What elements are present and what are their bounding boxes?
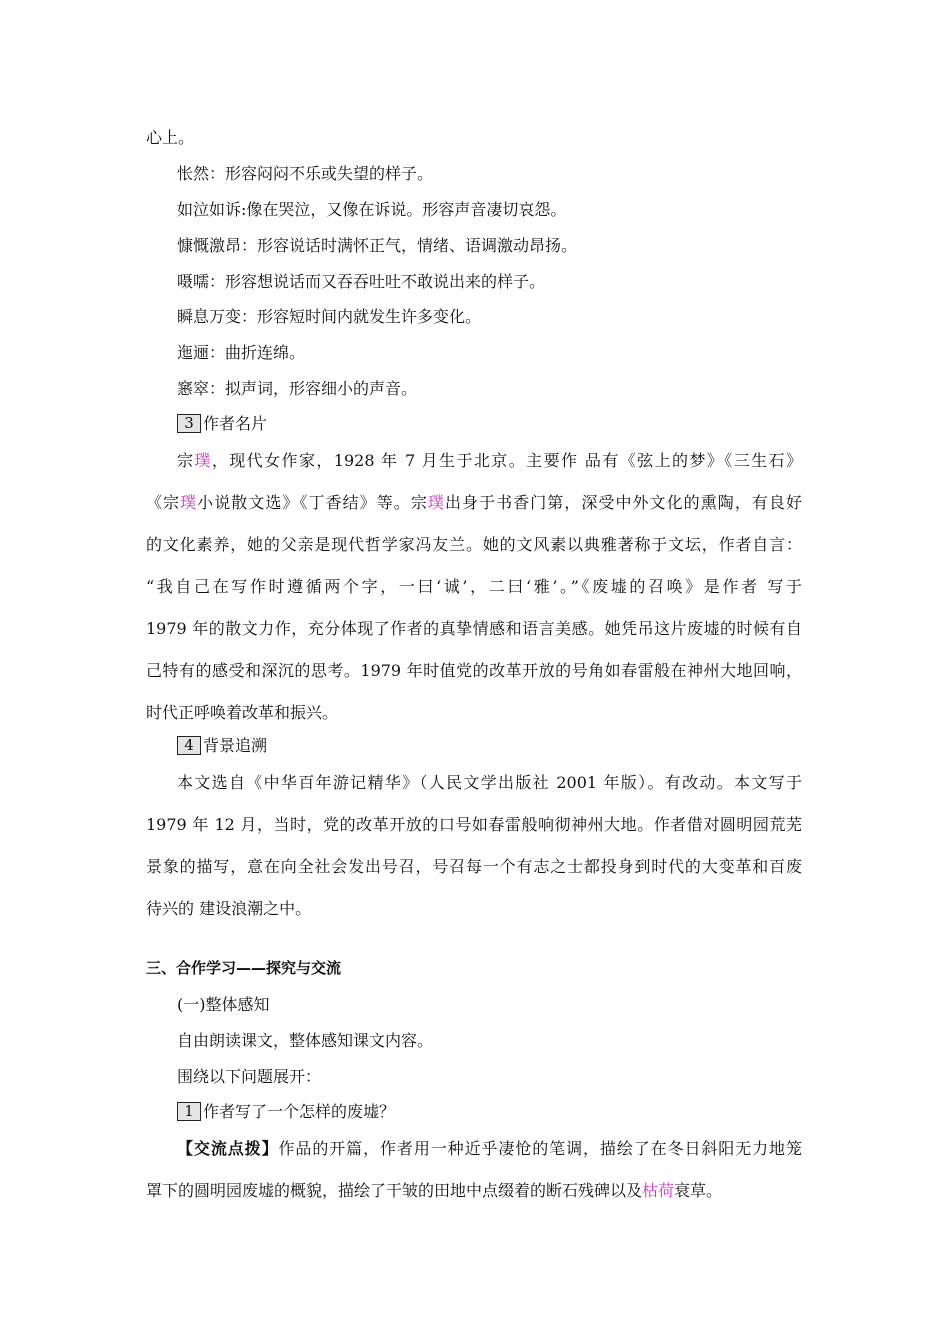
highlighted-char: 璞 <box>180 493 198 512</box>
text-run: 宗 <box>177 451 195 470</box>
instruction-line: 围绕以下问题展开： <box>177 1067 322 1086</box>
question-number-badge: 1 <box>177 1102 201 1121</box>
section-number-badge: 3 <box>177 414 201 433</box>
vocab-definition: ：形容闷闷不乐或失望的样子。 <box>209 164 434 183</box>
vocab-definition: ：形容说话时满怀正气，情绪、语调激动昂扬。 <box>241 236 578 255</box>
paragraph-line: 1979 年 12 月，当时，党的改革开放的口号如春雷般响彻神州大地。作者借对圆明园荒芜 <box>146 815 802 834</box>
highlighted-char: 璞 <box>194 451 212 470</box>
vocab-item <box>177 272 545 292</box>
section-title: 背景追溯 <box>203 736 268 755</box>
section-number-badge: 4 <box>177 736 201 755</box>
text-run: 出身于书香门第，深受中外文化的熏陶，有良好 <box>444 493 802 512</box>
highlighted-word: 枯荷 <box>642 1181 675 1200</box>
paragraph-line <box>177 451 802 471</box>
vocab-definition: ：曲折连绵。 <box>209 343 306 362</box>
vocab-term: 瞬息万变 <box>177 307 242 326</box>
vocab-definition: ：拟声词，形容细小的声音。 <box>209 379 418 398</box>
text-run: 衰草。 <box>674 1181 723 1200</box>
paragraph-line <box>146 493 802 513</box>
paragraph-line: 的文化素养，她的父亲是现代哲学家冯友兰。她的文风素以典雅著称于文坛，作者自言： <box>146 535 802 554</box>
vocab-item <box>177 164 433 184</box>
vocab-term: 迤逦 <box>177 343 210 362</box>
section-heading-author <box>177 414 267 434</box>
section-heading-background <box>177 736 267 756</box>
paragraph-line: 1979 年的散文力作，充分体现了作者的真挚情感和语言美感。她凭吊这片废墟的时候有自 <box>146 619 802 638</box>
text-run: 罩下的圆明园废墟的概貌，描绘了干皱的田地中点缀着的断石残碑以及 <box>146 1181 643 1200</box>
paragraph-line: 景象的描写，意在向全社会发出号召，号召每一个有志之士都投身到时代的大变革和百废 <box>146 857 802 876</box>
tip-label: 【交流点拨】 <box>177 1139 279 1158</box>
instruction-line: 自由朗读课文，整体感知课文内容。 <box>177 1031 434 1050</box>
part-heading: 三、合作学习——探究与交流 <box>146 959 342 977</box>
vocab-item <box>177 343 305 363</box>
intro-line: 心上。 <box>146 128 195 147</box>
paragraph-line: 己特有的感受和深沉的思考。1979 年时值党的改革开放的号角如春雷般在神州大地回响， <box>146 661 802 680</box>
vocab-term: 如泣如诉 <box>177 200 242 219</box>
paragraph-line: 待兴的 建设浪潮之中。 <box>146 899 312 918</box>
paragraph-line: 时代正呼唤着改革和振兴。 <box>146 703 339 722</box>
paragraph-line: “我自己在写作时遵循两个字，一曰‘诚’，二曰‘雅’。”《废墟的召唤》是作者 写于 <box>146 577 802 596</box>
highlighted-char: 璞 <box>427 493 445 512</box>
section-title: 作者名片 <box>203 414 268 433</box>
text-run: ，现代女作家，1928 年 7 月生于北京。主要作 品有《弦上的梦》《三生石》 <box>211 451 802 470</box>
paragraph-line: 本文选自《中华百年游记精华》（人民文学出版社 2001 年版）。有改动。本文写于 <box>177 773 802 792</box>
vocab-item <box>177 379 417 399</box>
vocab-item <box>177 236 577 256</box>
text-run: 小说散文选》《丁香结》等。宗 <box>197 493 428 512</box>
vocab-definition: ：形容短时间内就发生许多变化。 <box>241 307 482 326</box>
subsection-heading: (一)整体感知 <box>177 995 270 1014</box>
vocab-definition: ：形容想说话而又吞吞吐吐不敢说出来的样子。 <box>209 272 546 291</box>
question-item <box>177 1102 395 1122</box>
tip-paragraph-line <box>177 1139 802 1159</box>
vocab-term: 慷慨激昂 <box>177 236 242 255</box>
question-text: 作者写了一个怎样的废墟？ <box>203 1102 396 1121</box>
vocab-item <box>177 200 566 220</box>
tip-paragraph-line <box>146 1181 722 1201</box>
vocab-definition: :像在哭泣，又像在诉说。形容声音凄切哀怨。 <box>241 200 567 219</box>
vocab-term: 窸窣 <box>177 379 210 398</box>
text-run: 作品的开篇，作者用一种近乎凄怆的笔调，描绘了在冬日斜阳无力地笼 <box>278 1139 802 1158</box>
vocab-term: 嗫嚅 <box>177 272 210 291</box>
vocab-item <box>177 307 481 327</box>
text-run: 《宗 <box>146 493 181 512</box>
vocab-term: 怅然 <box>177 164 210 183</box>
